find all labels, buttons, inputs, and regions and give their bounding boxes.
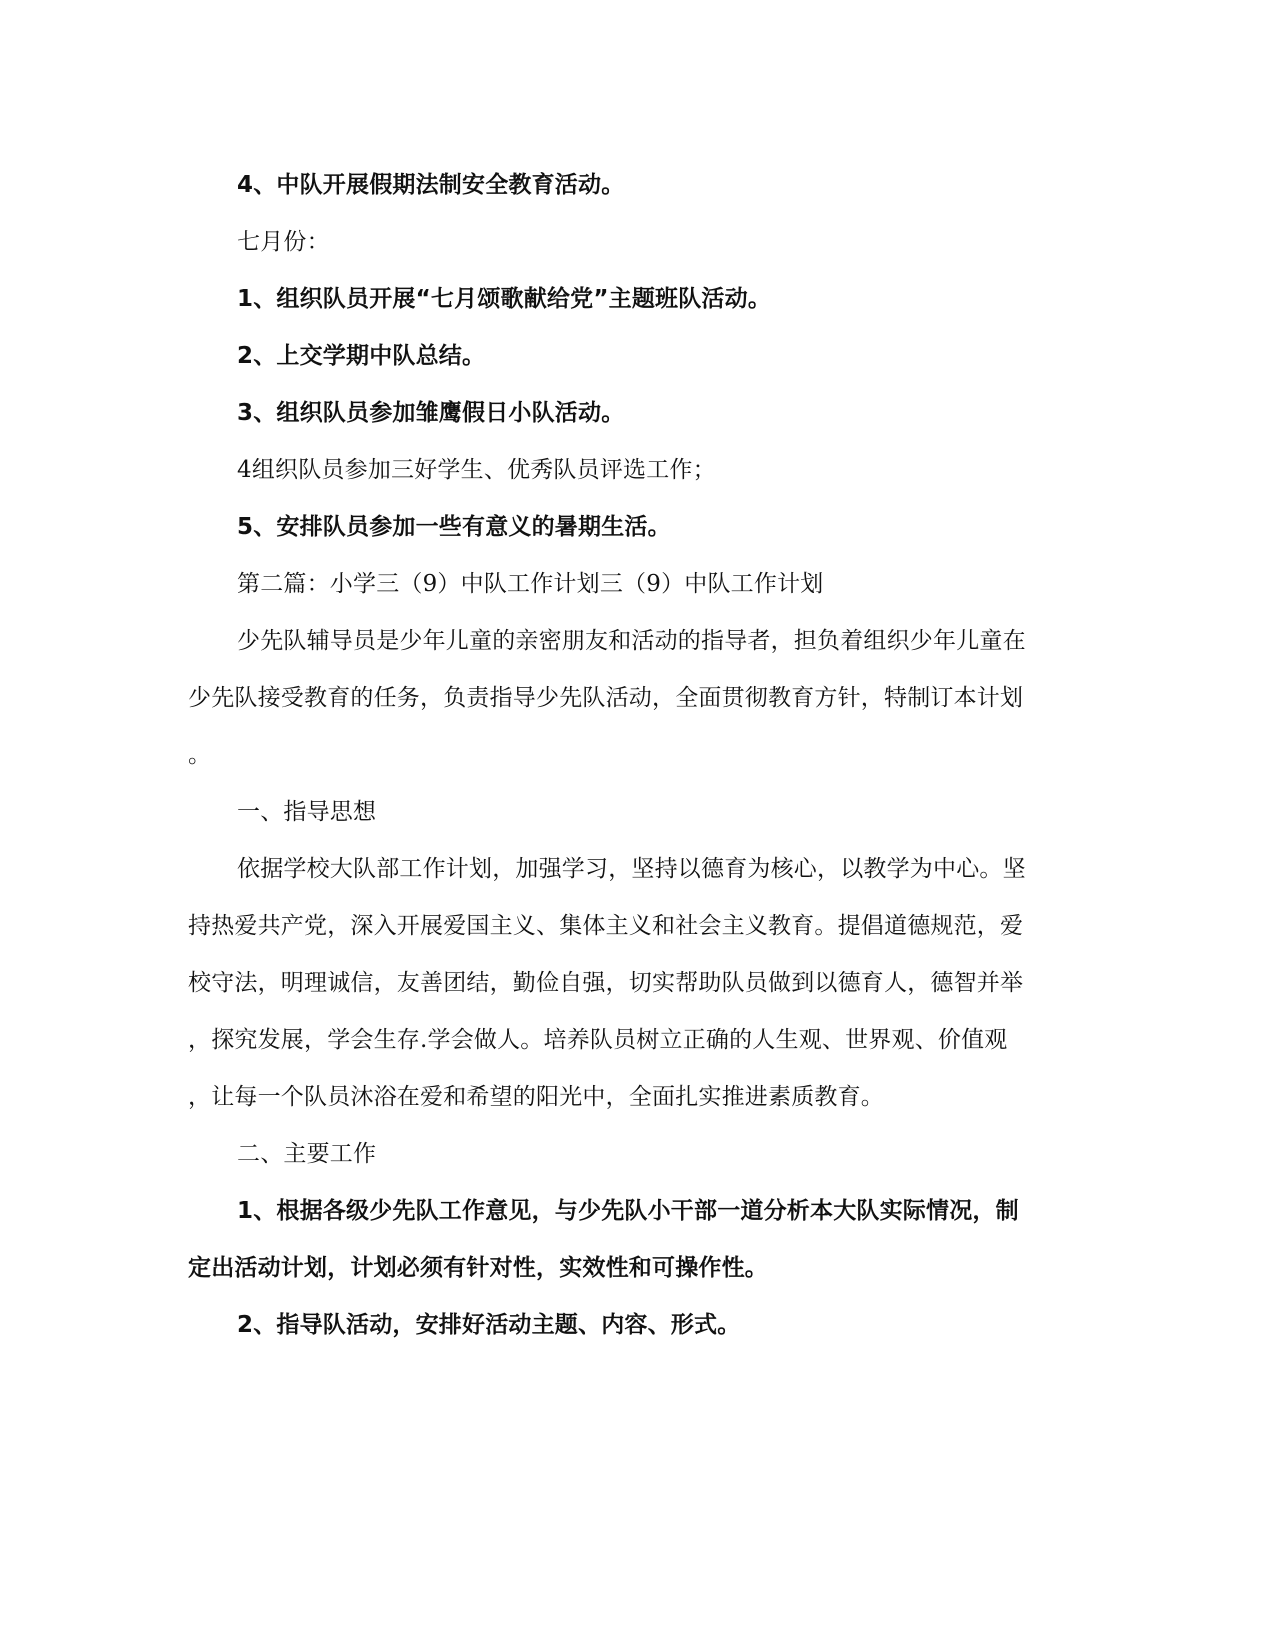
list-item: 2、指导队活动，安排好活动主题、内容、形式。 xyxy=(237,1312,741,1338)
list-item: 1、根据各级少先队工作意见，与少先队小干部一道分析本大队实际情况，制 xyxy=(237,1198,1019,1224)
paragraph-line: 少先队辅导员是少年儿童的亲密朋友和活动的指导者，担负着组织少年儿童在 xyxy=(237,628,1026,654)
list-item-continuation: 定出活动计划，计划必须有针对性，实效性和可操作性。 xyxy=(188,1255,768,1281)
paragraph-line: 校守法，明理诚信，友善团结，勤俭自强，切实帮助队员做到以德育人，德智并举 xyxy=(188,970,1024,996)
paragraph-line: ，让每一个队员沐浴在爱和希望的阳光中，全面扎实推进素质教育。 xyxy=(188,1084,884,1110)
section-heading-guiding-ideology: 一、指导思想 xyxy=(237,799,377,825)
list-item: 3、组织队员参加雏鹰假日小队活动。 xyxy=(237,400,625,426)
chapter-title: 第二篇：小学三（9）中队工作计划三（9）中队工作计划 xyxy=(237,571,824,597)
list-item: 5、安排队员参加一些有意义的暑期生活。 xyxy=(237,514,671,540)
section-heading-main-work: 二、主要工作 xyxy=(237,1141,377,1167)
paragraph-line: 。 xyxy=(188,742,212,768)
list-item: 4组织队员参加三好学生、优秀队员评选工作； xyxy=(237,457,716,483)
paragraph-line: 4、中队开展假期法制安全教育活动。 xyxy=(237,172,625,198)
paragraph-line: 持热爱共产党，深入开展爱国主义、集体主义和社会主义教育。提倡道德规范，爱 xyxy=(188,913,1024,939)
list-item: 1、组织队员开展“七月颂歌献给党”主题班队活动。 xyxy=(237,286,772,312)
list-item: 2、上交学期中队总结。 xyxy=(237,343,486,369)
paragraph-line: ，探究发展，学会生存.学会做人。培养队员树立正确的人生观、世界观、价值观 xyxy=(188,1027,1008,1053)
section-heading-july: 七月份： xyxy=(237,229,330,255)
paragraph-line: 依据学校大队部工作计划，加强学习，坚持以德育为核心，以教学为中心。坚 xyxy=(237,856,1026,882)
paragraph-line: 少先队接受教育的任务，负责指导少先队活动，全面贯彻教育方针，特制订本计划 xyxy=(188,685,1024,711)
